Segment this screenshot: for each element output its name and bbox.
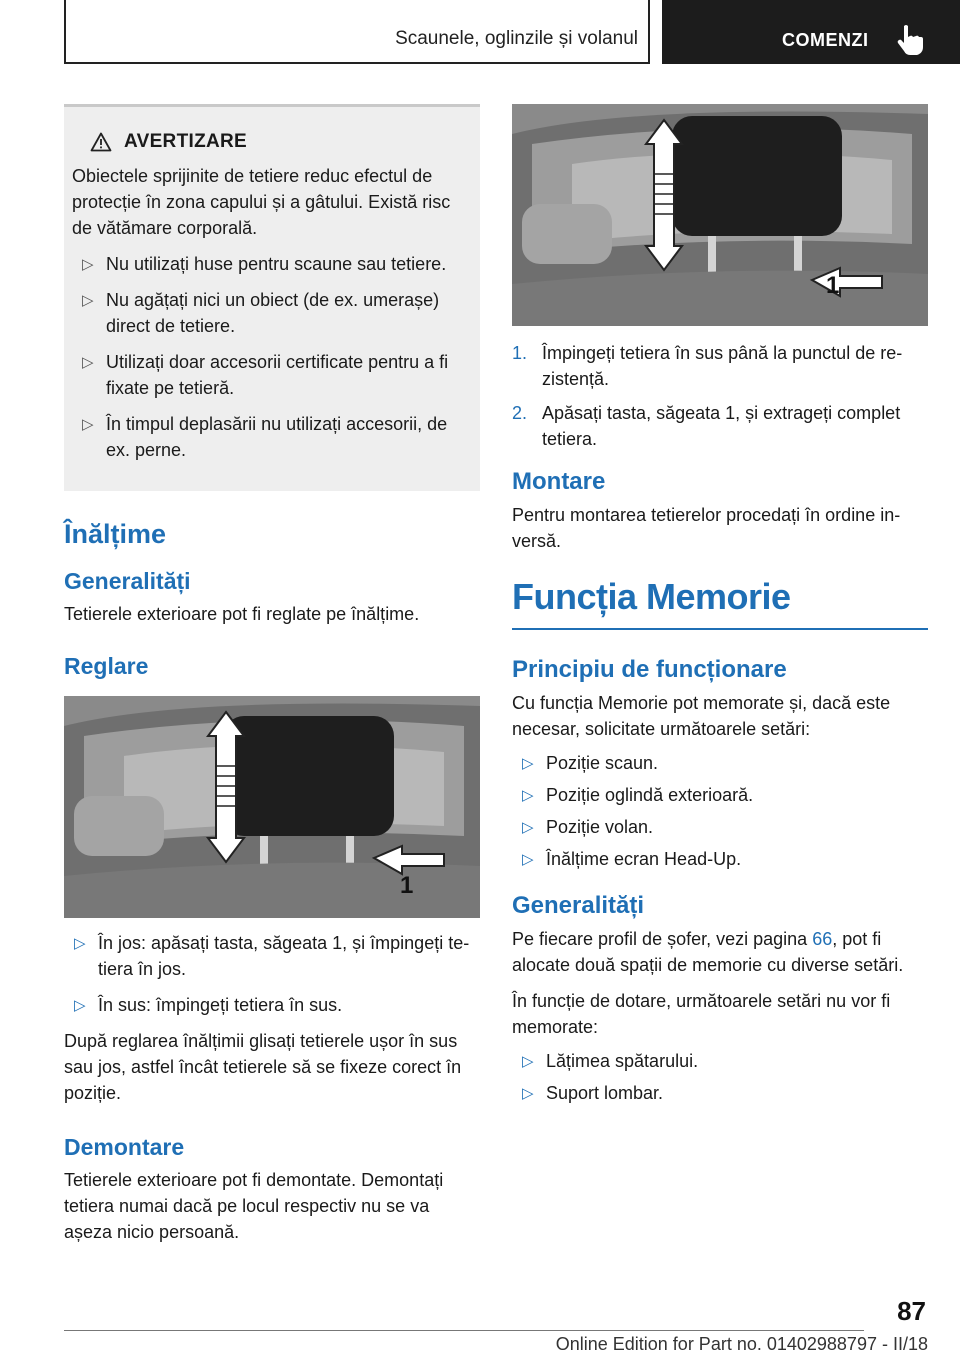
bullet-triangle-icon: ▷ bbox=[74, 997, 86, 1014]
general-text: Tetierele exterioare pot fi reglate pe înălțime. bbox=[64, 604, 420, 624]
list-item bbox=[512, 782, 928, 808]
bullet-triangle-icon: ▷ bbox=[82, 292, 94, 309]
callout-number: 1 bbox=[826, 272, 840, 299]
list-item bbox=[512, 340, 928, 392]
warning-triangle-icon bbox=[90, 132, 112, 152]
list-item bbox=[512, 750, 928, 776]
bullet-triangle-icon: ▷ bbox=[522, 755, 534, 772]
list-item-text: În jos: apăsați tasta, săgeata 1, și împingeți tetiera în jos. bbox=[98, 933, 470, 979]
mount-heading: Montare bbox=[512, 468, 606, 495]
section-title: Scaunele, oglinzile și volanul bbox=[395, 28, 638, 49]
chapter-tab[interactable] bbox=[662, 0, 960, 64]
list-item-text: Înălțime ecran Head-Up. bbox=[546, 849, 742, 869]
right-column bbox=[512, 104, 928, 1112]
bullet-triangle-icon: ▷ bbox=[82, 256, 94, 273]
warning-text: Obiectele sprijinite de tetiere reduc efectul de protecție în zona capului și a gâtului. Există risc de vătămare corporală. bbox=[72, 166, 451, 238]
general-heading-right: Generalități bbox=[512, 892, 645, 919]
mount-text: Pentru montarea tetierelor procedați în ordine inversă. bbox=[512, 505, 901, 551]
footer-edition: Online Edition for Part no. 01402988797 - II/18 bbox=[555, 1334, 928, 1354]
general-text-part: , pot fi alocate două spații de memorie cu diverse setări. bbox=[512, 929, 904, 975]
list-item bbox=[512, 1080, 928, 1106]
list-item-text: Suport lombar. bbox=[546, 1083, 664, 1103]
adjust-text: După reglarea înălțimii glisați tetierele ușor în sus sau jos, astfel încât tetierele să se fixeze corect în poziție. bbox=[64, 1031, 462, 1103]
general-text-part: Pe fiecare profil de șofer, vezi pagina bbox=[512, 929, 813, 949]
principle-heading: Principiu de funcționare bbox=[512, 656, 787, 683]
removal-steps bbox=[512, 340, 928, 452]
height-heading: Înălțime bbox=[64, 519, 167, 549]
removal-heading: Demontare bbox=[64, 1134, 185, 1160]
adjust-heading: Reglare bbox=[64, 653, 149, 679]
headrest-adjust-photo bbox=[64, 696, 480, 918]
list-item bbox=[72, 349, 470, 401]
list-item-text: Nu utilizați huse pentru scaune sau tetiere. bbox=[106, 254, 447, 274]
removal-text: Tetierele exterioare pot fi demontate. Demontați tetiera numai dacă pe locul respectiv nu se va așeza nicio persoană. bbox=[64, 1170, 444, 1242]
header-bottom-rule bbox=[64, 62, 650, 64]
list-item bbox=[512, 1048, 928, 1074]
list-item bbox=[64, 992, 480, 1018]
list-item bbox=[512, 846, 928, 872]
header-left-rule bbox=[64, 0, 66, 64]
list-item-text: Apăsați tasta, săgeata 1, și extrageți complet tetiera. bbox=[542, 403, 901, 449]
chapter-tab-label: COMENZI bbox=[782, 30, 869, 50]
header-divider bbox=[648, 0, 650, 64]
dotare-text: În funcție de dotare, următoarele setări nu vor fi memorate: bbox=[512, 991, 891, 1037]
pointing-hand-icon bbox=[896, 24, 924, 56]
callout-number: 1 bbox=[400, 872, 414, 899]
list-item bbox=[64, 930, 480, 982]
bullet-triangle-icon: ▷ bbox=[522, 851, 534, 868]
bullet-triangle-icon: ▷ bbox=[522, 1053, 534, 1070]
step-number: 1. bbox=[512, 343, 528, 363]
list-item-text: Împingeți tetiera în sus până la punctul de rezistență. bbox=[542, 343, 903, 389]
principle-text: Cu funcția Memorie pot memorate și, dacă este necesar, solicitate următoarele setări: bbox=[512, 693, 891, 739]
warning-list bbox=[72, 251, 470, 463]
headrest-remove-photo bbox=[512, 104, 928, 326]
bullet-triangle-icon: ▷ bbox=[522, 819, 534, 836]
list-item bbox=[72, 251, 470, 277]
bullet-triangle-icon: ▷ bbox=[82, 354, 94, 371]
memory-title: Funcția Memorie bbox=[512, 576, 928, 630]
bullet-triangle-icon: ▷ bbox=[522, 1085, 534, 1102]
warning-box bbox=[64, 104, 480, 491]
adjust-list bbox=[64, 930, 480, 1018]
left-column bbox=[64, 104, 480, 1245]
list-item-text: Nu agățați nici un obiect (de ex. umerașe) direct de tetiere. bbox=[106, 290, 440, 336]
list-item-text: În sus: împingeți tetiera în sus. bbox=[98, 995, 343, 1015]
page-link[interactable]: 66 bbox=[812, 929, 833, 949]
list-item-text: Lățimea spătarului. bbox=[546, 1051, 699, 1071]
list-item-text: Utilizați doar accesorii certificate pentru a fi fixate pe tetieră. bbox=[106, 352, 449, 398]
step-number: 2. bbox=[512, 403, 528, 423]
list-item bbox=[512, 814, 928, 840]
warning-header bbox=[90, 131, 470, 153]
general-text-right bbox=[512, 926, 928, 978]
bullet-triangle-icon: ▷ bbox=[522, 787, 534, 804]
list-item bbox=[72, 287, 470, 339]
list-item bbox=[512, 400, 928, 452]
list-item-text: În timpul deplasării nu utilizați accesorii, de ex. perne. bbox=[106, 414, 448, 460]
dotare-list bbox=[512, 1048, 928, 1106]
list-item-text: Poziție scaun. bbox=[546, 753, 659, 773]
list-item-text: Poziție volan. bbox=[546, 817, 654, 837]
list-item bbox=[72, 411, 470, 463]
bullet-triangle-icon: ▷ bbox=[74, 935, 86, 952]
page-number: 87 bbox=[897, 1296, 926, 1326]
bullet-triangle-icon: ▷ bbox=[82, 416, 94, 433]
list-item-text: Poziție oglindă exterioară. bbox=[546, 785, 754, 805]
general-heading: Generalități bbox=[64, 568, 191, 594]
warning-title: AVERTIZARE bbox=[124, 131, 247, 152]
footer-rule bbox=[64, 1330, 864, 1331]
principle-list bbox=[512, 750, 928, 872]
